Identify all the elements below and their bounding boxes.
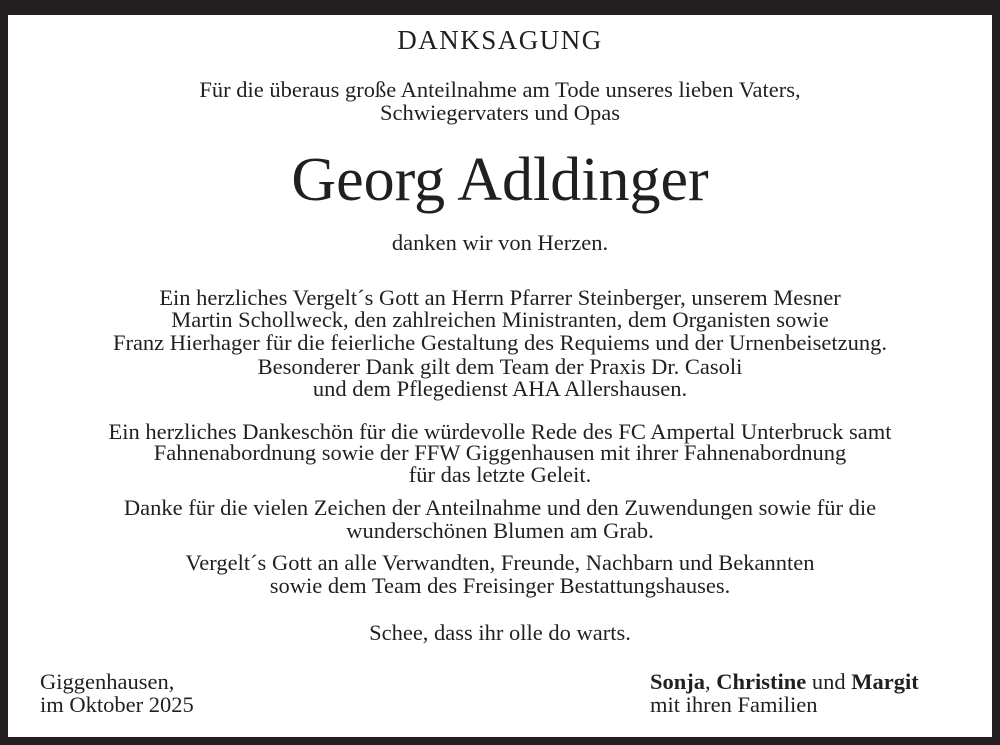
signatory-names [650, 670, 919, 693]
signatory-name: Sonja [650, 669, 706, 694]
paragraph-line: Franz Hierhager für die feierliche Gestaltung des Requiems und der Urnenbeisetzung. [112, 330, 888, 355]
intro-line: Für die überaus große Anteilnahme am Tode unseres lieben Vaters, [199, 77, 801, 102]
signatory-name: Margit [851, 669, 919, 694]
paragraph-line: wunderschönen Blumen am Grab. [346, 518, 654, 543]
separator: , [705, 669, 717, 694]
place-date [40, 670, 194, 716]
conjunction: und [806, 669, 852, 694]
paragraph-line: für das letzte Geleit. [408, 462, 592, 487]
signatory-families: mit ihren Familien [650, 692, 818, 717]
signatories [650, 670, 919, 716]
notice-title: DANKSAGUNG [397, 25, 603, 55]
thanks-line: danken wir von Herzen. [391, 230, 609, 255]
signatory-name: Christine [716, 669, 807, 694]
place: Giggenhausen, [40, 669, 175, 694]
date: im Oktober 2025 [40, 692, 194, 717]
paragraph-line: Martin Schollweck, den zahlreichen Ministranten, dem Organisten sowie [171, 307, 829, 332]
deceased-name: Georg Adldinger [291, 146, 709, 214]
paragraph-line: sowie dem Team des Freisinger Bestattungshauses. [269, 573, 731, 598]
paragraph-line: Besonderer Dank gilt dem Team der Praxis Dr. Casoli [257, 354, 743, 379]
paragraph-line: Fahnenabordnung sowie der FFW Giggenhausen mit ihrer Fahnenabordnung [153, 440, 847, 465]
paragraph-line: Vergelt´s Gott an alle Verwandten, Freunde, Nachbarn und Bekannten [185, 550, 815, 575]
paragraph-line: und dem Pflegedienst AHA Allershausen. [312, 376, 688, 401]
closing-line: Schee, dass ihr olle do warts. [369, 620, 631, 645]
paragraph-line: Ein herzliches Vergelt´s Gott an Herrn Pfarrer Steinberger, unserem Mesner [159, 285, 841, 310]
paragraph-line: Ein herzliches Dankeschön für die würdevolle Rede des FC Ampertal Unterbruck samt [108, 419, 892, 444]
intro-line: Schwiegervaters und Opas [380, 100, 620, 125]
paragraph-line: Danke für die vielen Zeichen der Anteilnahme und den Zuwendungen sowie für die [123, 495, 877, 520]
